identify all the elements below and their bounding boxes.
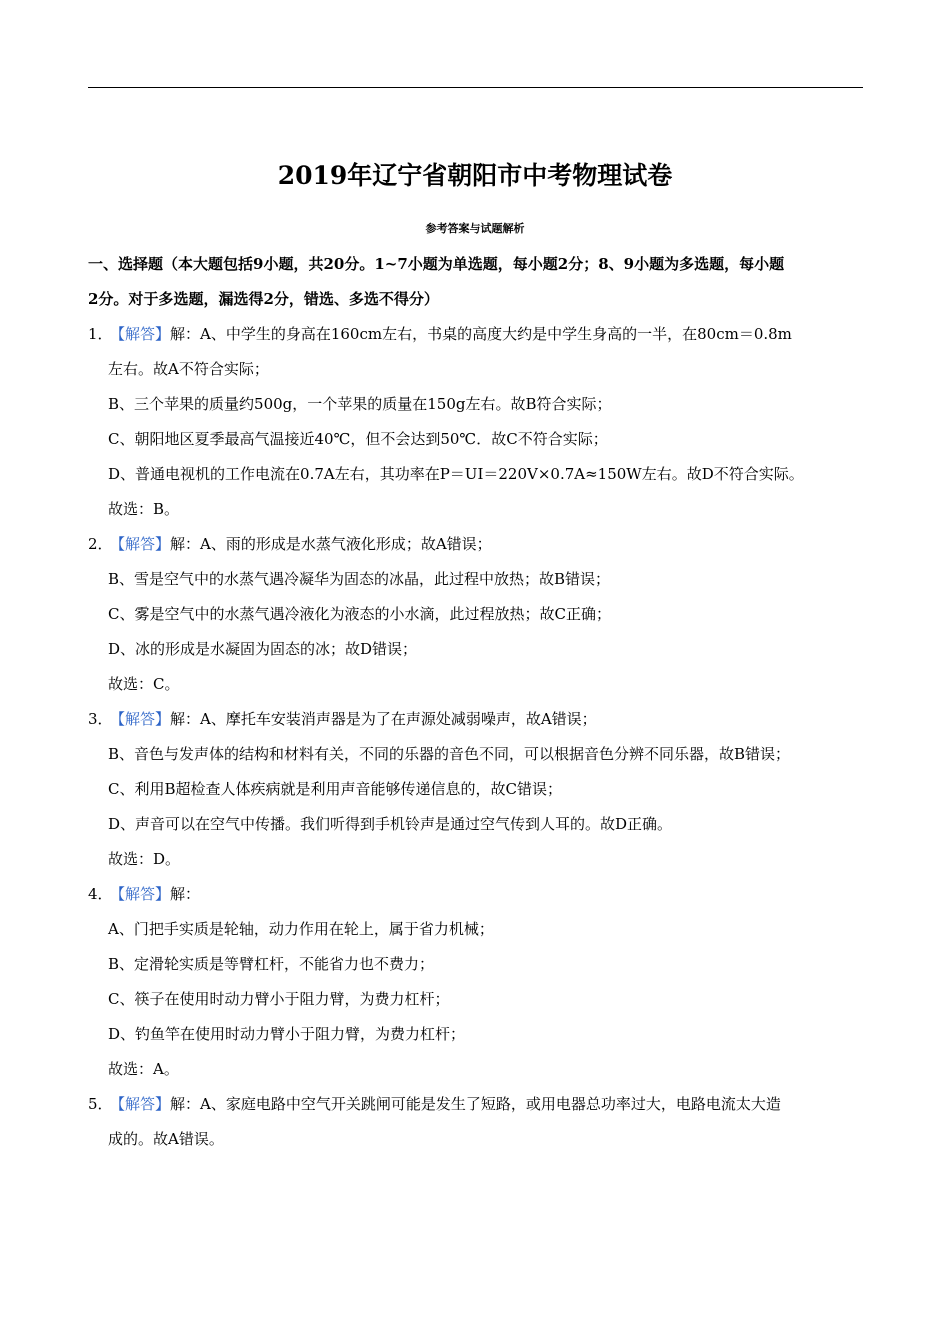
question-number: 3． — [88, 710, 113, 728]
section-heading-line-2: 2分。对于多选题，漏选得2分，错选、多选不得分） — [88, 290, 439, 308]
answer-line: 成的。故A错误。 — [108, 1130, 224, 1148]
question-number: 5． — [88, 1095, 113, 1113]
question-first-line — [88, 1087, 864, 1122]
question-number: 1． — [88, 325, 113, 343]
answer-line: 故选：C。 — [108, 675, 180, 693]
answer-tag: 【解答】 — [110, 1095, 171, 1113]
header-rule — [88, 87, 863, 88]
question-list — [88, 317, 864, 1157]
answer-tag: 【解答】 — [110, 325, 171, 343]
question-5 — [88, 1087, 864, 1157]
section-heading-line-1: 一、选择题（本大题包括9小题，共20分。1~7小题为单选题，每小题2分；8、9小题为多选题，每小题 — [88, 255, 785, 273]
answer-line: D、冰的形成是水凝固为固态的冰；故D错误； — [108, 640, 418, 658]
answer-line: 故选：A。 — [108, 1060, 179, 1078]
answer-line: C、筷子在使用时动力臂小于阻力臂，为费力杠杆； — [108, 990, 450, 1008]
question-first-line — [88, 702, 864, 737]
answer-line: D、声音可以在空气中传播。我们听得到手机铃声是通过空气传到人耳的。故D正确。 — [108, 815, 673, 833]
question-first-line — [88, 877, 864, 912]
document-body — [88, 247, 864, 1157]
answer-line: 故选：D。 — [108, 850, 181, 868]
answer-text: 解：A、雨的形成是水蒸气液化形成；故A错误； — [170, 535, 492, 553]
page-title: 2019年辽宁省朝阳市中考物理试卷 — [277, 161, 673, 190]
question-first-line — [88, 527, 864, 562]
question-2 — [88, 527, 864, 702]
question-first-line — [88, 317, 864, 352]
answer-tag: 【解答】 — [110, 710, 171, 728]
answer-text: 解：A、家庭电路中空气开关跳闸可能是发生了短路，或用电器总功率过大，电路电流太大造 — [170, 1095, 781, 1113]
answer-text: 解： — [170, 885, 201, 903]
answer-line: B、音色与发声体的结构和材料有关，不同的乐器的音色不同，可以根据音色分辨不同乐器，故B错误； — [108, 745, 791, 763]
answer-line: D、钓鱼竿在使用时动力臂小于阻力臂，为费力杠杆； — [108, 1025, 466, 1043]
answer-tag: 【解答】 — [110, 535, 171, 553]
answer-line: B、定滑轮实质是等臂杠杆，不能省力也不费力； — [108, 955, 435, 973]
answer-line: C、雾是空气中的水蒸气遇冷液化为液态的小水滴，此过程放热；故C正确； — [108, 605, 611, 623]
answer-text: 解：A、摩托车安装消声器是为了在声源处减弱噪声，故A错误； — [170, 710, 597, 728]
answer-line: A、门把手实质是轮轴，动力作用在轮上，属于省力机械； — [108, 920, 494, 938]
answer-line: D、普通电视机的工作电流在0.7A左右，其功率在P＝UI＝220V×0.7A≈150W左右。故D不符合实际。 — [108, 465, 804, 483]
question-1 — [88, 317, 864, 527]
question-3 — [88, 702, 864, 877]
answer-line: B、三个苹果的质量约500g，一个苹果的质量在150g左右。故B符合实际； — [108, 395, 612, 413]
answer-line: C、朝阳地区夏季最高气温接近40℃，但不会达到50℃．故C不符合实际； — [108, 430, 608, 448]
answer-line: B、雪是空气中的水蒸气遇冷凝华为固态的冰晶，此过程中放热；故B错误； — [108, 570, 611, 588]
question-number: 4． — [88, 885, 113, 903]
page-subtitle: 参考答案与试题解析 — [425, 222, 525, 235]
answer-tag: 【解答】 — [110, 885, 171, 903]
question-number: 2． — [88, 535, 113, 553]
answer-text: 解：A、中学生的身高在160cm左右，书桌的高度大约是中学生身高的一半，在80cm＝0.8m — [170, 325, 792, 343]
question-4 — [88, 877, 864, 1087]
answer-line: 左右。故A不符合实际； — [108, 360, 269, 378]
answer-line: C、利用B超检查人体疾病就是利用声音能够传递信息的，故C错误； — [108, 780, 562, 798]
answer-line: 故选：B。 — [108, 500, 180, 518]
